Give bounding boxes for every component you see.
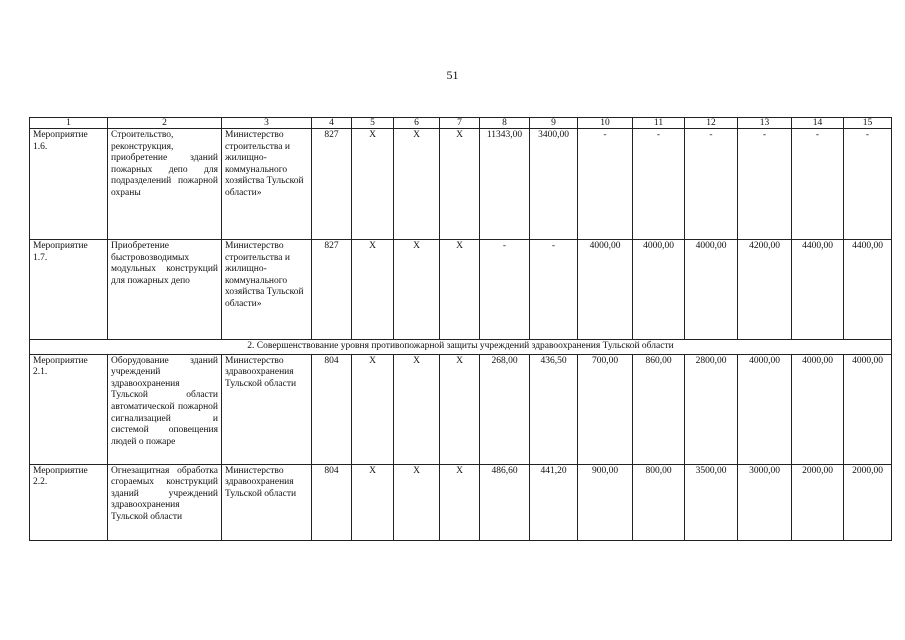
value-cell: 804 — [312, 354, 352, 464]
column-header: 2 — [108, 118, 222, 129]
value-cell: Х — [394, 354, 440, 464]
value-cell: 2000,00 — [792, 464, 844, 540]
page-number: 51 — [446, 68, 459, 82]
value-cell: 4200,00 — [738, 240, 792, 340]
section-row — [30, 340, 892, 355]
column-header: 10 — [578, 118, 633, 129]
value-cell: - — [578, 129, 633, 240]
value-cell: - — [530, 240, 578, 340]
value-cell: 827 — [312, 240, 352, 340]
event-cell: Мероприятие 1.7. — [30, 240, 108, 340]
column-header: 6 — [394, 118, 440, 129]
value-cell: 4000,00 — [578, 240, 633, 340]
event-cell: Мероприятие 2.2. — [30, 464, 108, 540]
header-row — [30, 118, 892, 129]
column-header: 14 — [792, 118, 844, 129]
value-cell: 4000,00 — [738, 354, 792, 464]
column-header: 5 — [352, 118, 394, 129]
value-cell: 11343,00 — [480, 129, 530, 240]
description-cell: Строительство, реконструкция, приобретение зданий пожарных депо для подразделений пожарной охраны — [108, 129, 222, 240]
executor-cell: Министерство здравоохранения Тульской области — [222, 464, 312, 540]
value-cell: 4000,00 — [685, 240, 738, 340]
section-title: 2. Совершенствование уровня противопожарной защиты учреждений здравоохранения Тульской области — [30, 340, 892, 355]
column-header: 3 — [222, 118, 312, 129]
value-cell: 804 — [312, 464, 352, 540]
table-row — [30, 240, 892, 340]
program-table — [29, 117, 892, 541]
value-cell: 2800,00 — [685, 354, 738, 464]
executor-cell: Министерство здравоохранения Тульской области — [222, 354, 312, 464]
value-cell: 4000,00 — [792, 354, 844, 464]
value-cell: 900,00 — [578, 464, 633, 540]
value-cell: Х — [394, 464, 440, 540]
value-cell: 268,00 — [480, 354, 530, 464]
value-cell: 2000,00 — [844, 464, 892, 540]
value-cell: 4000,00 — [844, 354, 892, 464]
column-header: 13 — [738, 118, 792, 129]
value-cell: - — [480, 240, 530, 340]
value-cell: 4000,00 — [633, 240, 685, 340]
value-cell: - — [633, 129, 685, 240]
description-cell: Огнезащитная обработка сгораемых конструкций зданий учреждений здравоохранения Тульской области — [108, 464, 222, 540]
column-header: 8 — [480, 118, 530, 129]
value-cell: - — [792, 129, 844, 240]
value-cell: 3000,00 — [738, 464, 792, 540]
value-cell: - — [844, 129, 892, 240]
value-cell: 486,60 — [480, 464, 530, 540]
value-cell: 436,50 — [530, 354, 578, 464]
executor-cell: Министерство строительства и жилищно-коммунального хозяйства Тульской области» — [222, 240, 312, 340]
column-header: 7 — [440, 118, 480, 129]
value-cell: Х — [352, 129, 394, 240]
description-cell: Оборудование зданий учреждений здравоохранения Тульской области автоматической пожарной сигнализацией и системой оповещения людей о пожаре — [108, 354, 222, 464]
event-cell: Мероприятие 2.1. — [30, 354, 108, 464]
event-cell: Мероприятие 1.6. — [30, 129, 108, 240]
value-cell: Х — [352, 240, 394, 340]
value-cell: Х — [394, 129, 440, 240]
value-cell: Х — [394, 240, 440, 340]
value-cell: Х — [440, 464, 480, 540]
value-cell: 700,00 — [578, 354, 633, 464]
value-cell: 441,20 — [530, 464, 578, 540]
column-header: 9 — [530, 118, 578, 129]
value-cell: 860,00 — [633, 354, 685, 464]
value-cell: Х — [440, 354, 480, 464]
column-header: 12 — [685, 118, 738, 129]
value-cell: 4400,00 — [844, 240, 892, 340]
value-cell: Х — [440, 240, 480, 340]
value-cell: 827 — [312, 129, 352, 240]
value-cell: Х — [440, 129, 480, 240]
table-row — [30, 464, 892, 540]
executor-cell: Министерство строительства и жилищно-коммунального хозяйства Тульской области» — [222, 129, 312, 240]
value-cell: 3500,00 — [685, 464, 738, 540]
column-header: 1 — [30, 118, 108, 129]
value-cell: - — [685, 129, 738, 240]
description-cell: Приобретение быстровозводимых модульных конструкций для пожарных депо — [108, 240, 222, 340]
value-cell: 4400,00 — [792, 240, 844, 340]
value-cell: 3400,00 — [530, 129, 578, 240]
table-row — [30, 129, 892, 240]
value-cell: 800,00 — [633, 464, 685, 540]
column-header: 4 — [312, 118, 352, 129]
table-row — [30, 354, 892, 464]
value-cell: Х — [352, 464, 394, 540]
value-cell: Х — [352, 354, 394, 464]
column-header: 15 — [844, 118, 892, 129]
column-header: 11 — [633, 118, 685, 129]
value-cell: - — [738, 129, 792, 240]
